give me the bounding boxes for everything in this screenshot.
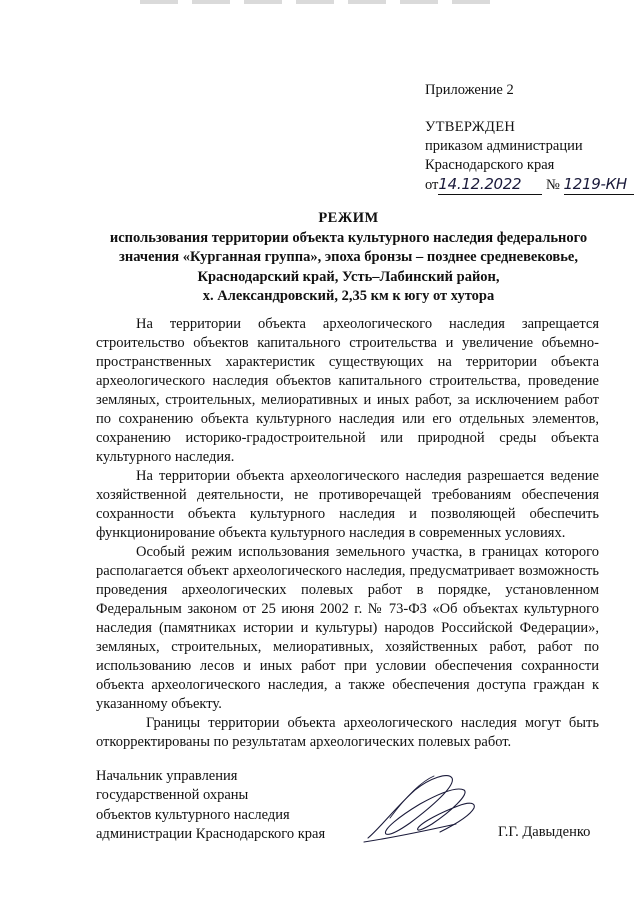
title-line-2: значения «Курганная группа», эпоха бронзы – позднее средневековье, — [119, 249, 578, 265]
signatory-position — [96, 767, 325, 844]
title-heading: РЕЖИМ — [318, 210, 379, 226]
approval-block — [425, 118, 634, 195]
date-prefix: от — [425, 177, 439, 193]
signatory-line-2: государственной охраны — [96, 787, 249, 804]
handwritten-signature — [360, 768, 485, 848]
number-prefix: № — [546, 177, 560, 193]
paragraph-1: На территории объекта археологического наследия запрещается строительство объектов капитального строительства и увеличение объемно-пространственных характеристик существующих на территории объекта археологического наследия объектов капитального строительства, проведение земляных, строительных, мелиоративных и иных работ, за исключением работ по сохранению объекта культурного наследия или его отдельных элементов, сохранению историко-градостроительной или природной среды объекта культурного наследия. — [96, 316, 599, 465]
paragraph-2: На территории объекта археологического наследия разрешается ведение хозяйственной деятельности, не противоречащей требованиям обеспечения сохранности объекта культурного наследия и позволяющей обеспечить функционирование объекта культурного наследия в современных условиях. — [96, 468, 599, 541]
title-line-1: использования территории объекта культурного наследия федерального — [109, 229, 588, 246]
signatory-line-1: Начальник управления — [96, 768, 238, 784]
signatory-line-3: объектов культурного наследия — [96, 806, 290, 823]
title-line-4: х. Александровский, 2,35 км к югу от хутора — [202, 288, 495, 304]
signatory-line-4: администрации Краснодарского края — [96, 825, 326, 842]
signatory-name: Г.Г. Давыденко — [498, 824, 591, 840]
scan-artifact — [140, 0, 500, 4]
approved-by-line1: приказом администрации — [425, 138, 583, 154]
approved-label: УТВЕРЖДЕН — [425, 119, 516, 135]
paragraph-3: Особый режим использования земельного участка, в границах которого располагается объект археологического наследия, предусматривает возможность проведения археологических полевых работ в порядке, установленном Федеральным законом от 25 июня 2002 г. № 73-ФЗ «Об объектах культурного наследия (памятниках истории и культуры) народов Российской Федерации», земляных, строительных, мелиоративных, хозяйственных работ, работ по использованию лесов и иных работ при условии обеспечения сохранности объекта археологического наследия, а также обеспечения доступа граждан к указанному объекту. — [96, 544, 599, 712]
handwritten-number: 1219-КН — [564, 175, 634, 195]
order-date-number — [425, 175, 634, 195]
document-body — [96, 315, 599, 752]
approved-by-line2: Краснодарского края — [425, 157, 555, 173]
paragraph-4: Границы территории объекта археологического наследия могут быть откорректированы по результатам археологических полевых работ. — [96, 715, 599, 750]
document-title — [96, 209, 601, 307]
handwritten-date: 14.12.2022 — [438, 175, 542, 195]
title-line-3: Краснодарский край, Усть–Лабинский район, — [197, 268, 500, 285]
appendix-label: Приложение 2 — [425, 82, 514, 98]
